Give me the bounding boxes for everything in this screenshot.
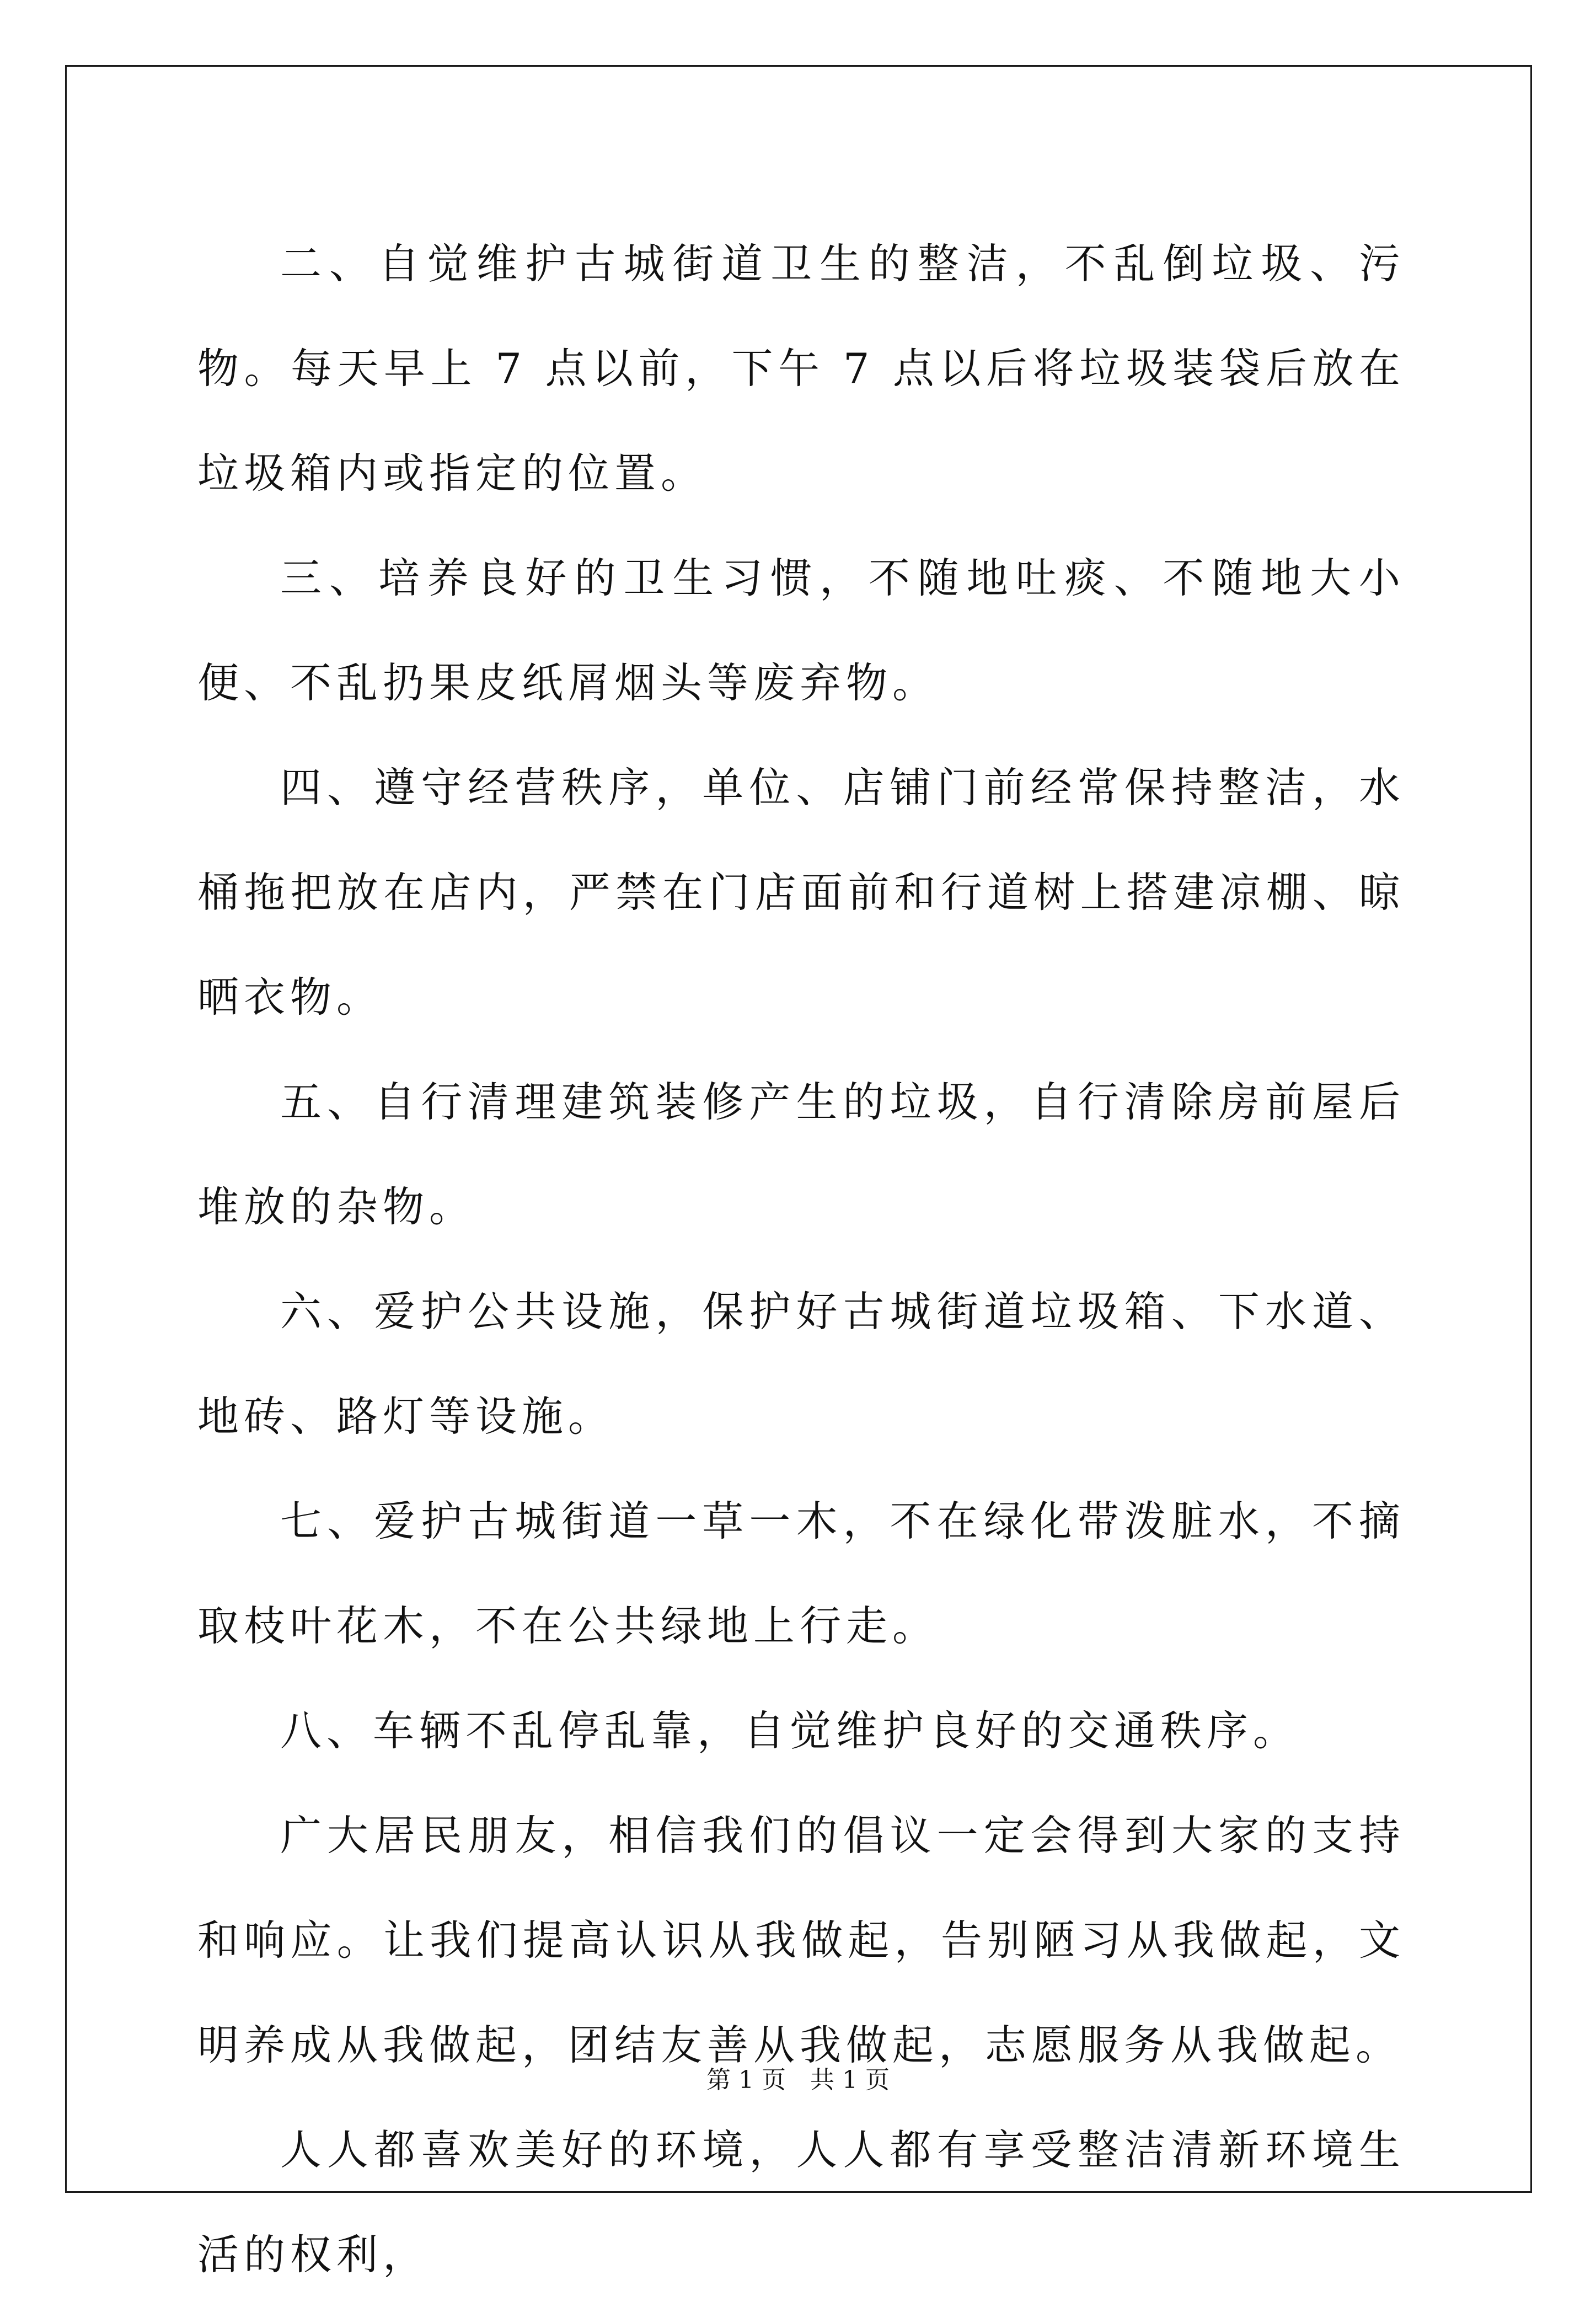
page-footer: 第 1 页 共 1 页 <box>706 2066 890 2094</box>
paragraph-4: 四、遵守经营秩序，单位、店铺门前经常保持整洁，水桶拖把放在店内，严禁在门店面前和行道树上搭建凉棚、晾晒衣物。 <box>197 763 1405 1021</box>
paragraph-appeal: 广大居民朋友，相信我们的倡议一定会得到大家的支持和响应。让我们提高认识从我做起，告别陋习从我做起，文明养成从我做起，团结友善从我做起，志愿服务从我做起。 <box>197 1811 1405 2069</box>
paragraph-5: 五、自行清理建筑装修产生的垃圾，自行清除房前屋后堆放的杂物。 <box>197 1078 1405 1231</box>
paragraph-3: 三、培养良好的卫生习惯，不随地吐痰、不随地大小便、不乱扔果皮纸屑烟头等废弃物。 <box>197 554 1405 707</box>
paragraph-8: 八、车辆不乱停乱靠，自觉维护良好的交通秩序。 <box>280 1706 1300 1755</box>
paragraph-closing: 人人都喜欢美好的环境，人人都有享受整洁清新环境生活的权利， <box>197 2126 1405 2279</box>
paragraph-7: 七、爱护古城街道一草一木，不在绿化带泼脏水，不摘取枝叶花木，不在公共绿地上行走。 <box>197 1497 1405 1650</box>
document-body <box>197 211 1405 2307</box>
paragraph-2: 二、自觉维护古城街道卫生的整洁，不乱倒垃圾、污物。每天早上 7 点以前，下午 7 点以后将垃圾装袋后放在垃圾箱内或指定的位置。 <box>197 239 1405 497</box>
paragraph-6: 六、爱护公共设施，保护好古城街道垃圾箱、下水道、地砖、路灯等设施。 <box>197 1287 1405 1441</box>
